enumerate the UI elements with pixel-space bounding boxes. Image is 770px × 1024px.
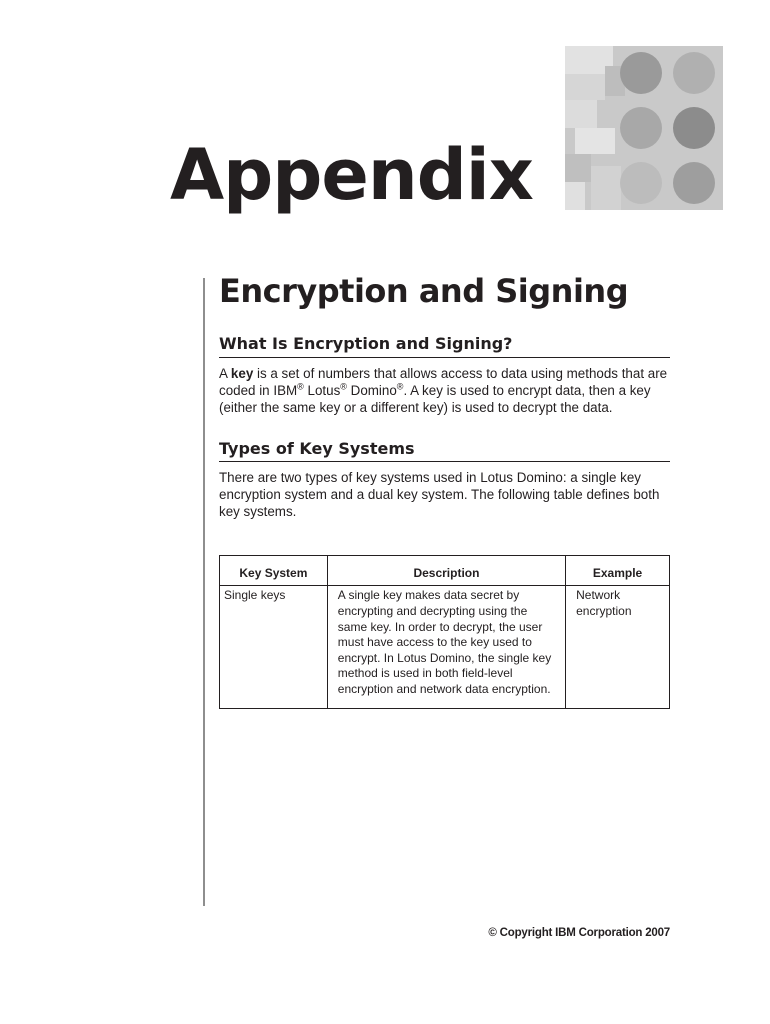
registered-mark: ®: [396, 381, 404, 392]
key-systems-table: [219, 555, 670, 709]
registered-mark: ®: [297, 381, 304, 392]
table-header-row: [220, 555, 670, 586]
section-heading-types-of-key-systems: Types of Key Systems: [219, 439, 670, 463]
column-header-example: Example: [566, 555, 670, 586]
paragraph-text: Lotus: [303, 382, 341, 398]
appendix-title: Appendix: [170, 134, 533, 216]
copyright-footer: © Copyright IBM Corporation 2007: [488, 927, 670, 939]
column-header-description: Description: [327, 555, 565, 586]
section-heading-what-is-encryption: What Is Encryption and Signing?: [219, 334, 670, 358]
side-rule-divider: [203, 278, 205, 906]
paragraph-text: . A key is used to encrypt data, then a key (either the same key or a different key) is used to decrypt the data.: [219, 382, 651, 415]
paragraph-text: Domino: [346, 382, 397, 398]
cell-example: Network encryption: [566, 586, 670, 708]
main-content: [219, 272, 670, 709]
gray-circle-grid-icon: [565, 46, 723, 210]
paragraph-text: A: [219, 366, 231, 382]
registered-mark: ®: [340, 381, 347, 392]
column-header-key-system: Key System: [220, 555, 328, 586]
chapter-title: Encryption and Signing: [219, 272, 629, 310]
table-row: [220, 586, 670, 708]
paragraph-text: is a set of numbers that allows access to data using methods that are coded in IBM: [219, 366, 668, 398]
cell-key-system: Single keys: [220, 586, 328, 708]
cell-description: A single key makes data secret by encrypting and decrypting using the same key. In order to decrypt, the user must have access to the key used to encrypt. In Lotus Domino, the single key method is used in both field-level encryption and network data encryption.: [327, 586, 565, 708]
key-term: key: [230, 366, 254, 382]
key-systems-paragraph: There are two types of key systems used in Lotus Domino: a single key encryption system and a dual key system. The following table defines both key systems.: [219, 470, 660, 519]
encryption-definition-paragraph: [219, 366, 670, 416]
